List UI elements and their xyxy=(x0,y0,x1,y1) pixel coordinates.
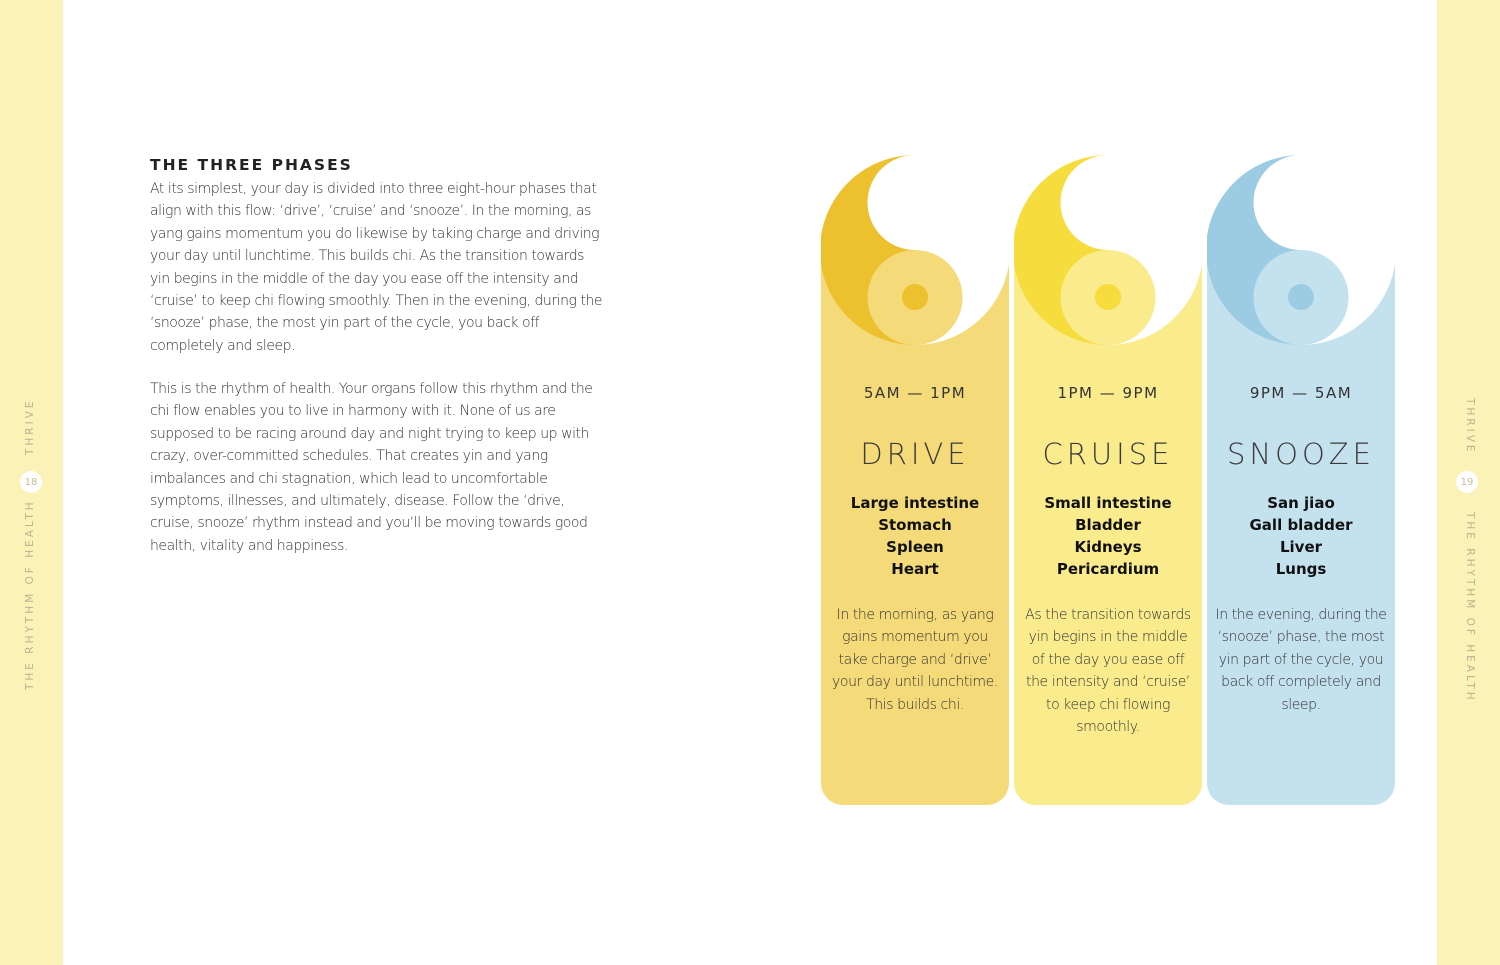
phase-description: In the evening, during the ‘snooze’ phase, the most yin part of the cycle, you back off completely and sleep. xyxy=(1215,607,1387,713)
organ-item: San jiao xyxy=(1267,494,1335,512)
phase-name: CRUISE xyxy=(1042,437,1174,471)
left-page-number: 18 xyxy=(20,471,42,493)
organ-item: Pericardium xyxy=(1056,560,1160,578)
yin-yang-icon xyxy=(1014,155,1202,345)
phase-time: 5AM — 1PM xyxy=(863,384,967,402)
phase-column-cruise xyxy=(1014,155,1202,805)
organ-list xyxy=(821,492,1009,580)
phase-description: As the transition towards yin begins in the middle of the day you ease off the intensity and ‘cruise’ to keep chi flowing smoothly. xyxy=(1025,607,1191,736)
yin-yang-icon xyxy=(1207,155,1395,345)
organ-item: Gall bladder xyxy=(1249,516,1353,534)
yin-yang-icon xyxy=(821,155,1009,345)
organ-item: Stomach xyxy=(878,516,952,534)
organ-item: Liver xyxy=(1279,538,1323,556)
organ-item: Large intestine xyxy=(850,494,980,512)
phase-column-drive xyxy=(821,155,1009,805)
right-running-head: THE RHYTHM OF HEALTH xyxy=(1464,512,1476,703)
phase-column-snooze xyxy=(1207,155,1395,805)
right-book-title: THRIVE xyxy=(1464,398,1476,455)
organ-list xyxy=(1207,492,1395,580)
right-page-number: 19 xyxy=(1456,471,1478,493)
left-book-title: THRIVE xyxy=(24,398,36,455)
organ-item: Spleen xyxy=(886,538,944,556)
body-paragraph: This is the rhythm of health. Your organs follow this rhythm and the chi flow enables you to live in harmony with it. None of us are supposed to be racing around day and night trying to keep up with crazy, over-committed schedules. That creates yin and yang imbalances and chi stagnation, which lead to uncomfortable symptoms, illnesses, and ultimately, disease. Follow the ‘drive, cruise, snooze’ rhythm instead and you’ll be moving towards good health, vitality and happiness. xyxy=(150,381,593,554)
phase-description: In the morning, as yang gains momentum you take charge and ‘drive’ your day until lunchtime. This builds chi. xyxy=(832,607,998,713)
organ-item: Heart xyxy=(891,560,939,578)
organ-item: Small intestine xyxy=(1044,494,1172,512)
section-title: THE THREE PHASES xyxy=(150,156,353,174)
organ-item: Lungs xyxy=(1275,560,1327,578)
phase-name: DRIVE xyxy=(860,437,970,471)
organ-item: Bladder xyxy=(1075,516,1141,534)
phase-name: SNOOZE xyxy=(1227,437,1375,471)
organ-item: Kidneys xyxy=(1074,538,1142,556)
phase-time: 9PM — 5AM xyxy=(1249,384,1353,402)
phase-time: 1PM — 9PM xyxy=(1057,384,1159,402)
left-running-head: THE RHYTHM OF HEALTH xyxy=(24,499,36,690)
body-paragraph: At its simplest, your day is divided into three eight-hour phases that align with this flow: ‘drive’, ‘cruise’ and ‘snooze’. In the morning, as yang gains momentum you do likewise by taking charge and driving your day until lunchtime. This builds chi. As the transition towards yin begins in the middle of the day you ease off the intensity and ‘cruise’ to keep chi flowing smoothly. Then in the evening, during the ‘snooze’ phase, the most yin part of the cycle, you back off completely and sleep. xyxy=(150,181,603,354)
organ-list xyxy=(1014,492,1202,580)
